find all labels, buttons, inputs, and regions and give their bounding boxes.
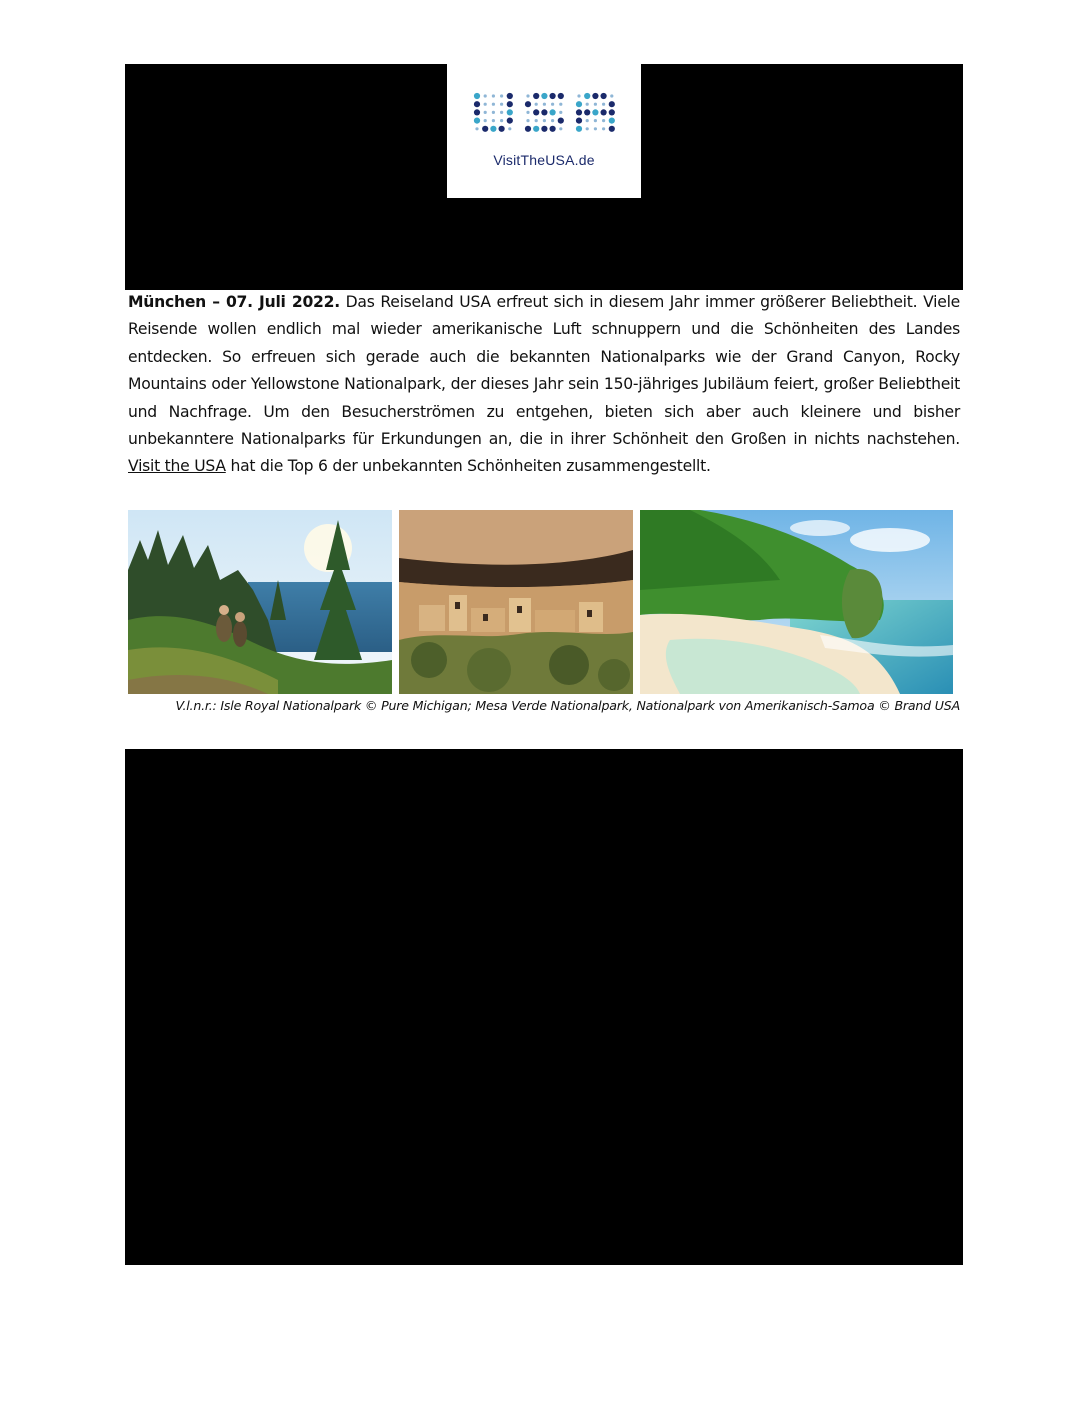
logo-dot (525, 126, 531, 132)
logo-dot (594, 119, 597, 122)
photo-mesa-verde (399, 510, 633, 694)
logo-dot (484, 103, 487, 106)
logo-dot (474, 93, 480, 99)
logo-dot (500, 103, 503, 106)
logo-dot (533, 109, 539, 115)
logo-dot (584, 109, 590, 115)
logo-dot (526, 119, 529, 122)
visittheusa-logo (447, 64, 641, 198)
photo-caption: V.l.n.r.: Isle Royal Nationalpark © Pure Michigan; Mesa Verde Nationalpark, Nationalpark von Amerikanisch-Samoa © Brand USA (175, 698, 960, 713)
logo-dot (576, 126, 582, 132)
logo-dot (474, 109, 480, 115)
logo-dot (541, 109, 547, 115)
logo-dot (610, 94, 613, 97)
logo-dot (525, 101, 531, 107)
logo-dot (609, 118, 615, 124)
logo-dot (499, 126, 505, 132)
logo-dot (507, 101, 513, 107)
logo-dot (507, 109, 513, 115)
logo-dot (484, 94, 487, 97)
logo-dot (576, 109, 582, 115)
logo-dot (551, 119, 554, 122)
logo-dot (601, 109, 607, 115)
logo-dot (474, 118, 480, 124)
photo-american-samoa (640, 510, 953, 694)
logo-dot (551, 103, 554, 106)
logo-dot (541, 126, 547, 132)
logo-dot (490, 126, 496, 132)
logo-dot (586, 103, 589, 106)
logo-dot (559, 127, 562, 130)
header-redaction-block (125, 64, 963, 290)
logo-dot (592, 109, 598, 115)
content-redaction-block (125, 749, 963, 1265)
logo-dot (535, 103, 538, 106)
logo-dot (594, 127, 597, 130)
logo-dot (535, 119, 538, 122)
logo-text: VisitTheUSA.de (493, 152, 595, 168)
logo-dot (586, 127, 589, 130)
logo-dot (586, 119, 589, 122)
logo-dot (602, 127, 605, 130)
dateline: München – 07. Juli 2022. (128, 293, 340, 311)
usa-dot-logo-graphic (447, 64, 641, 154)
logo-dot (526, 111, 529, 114)
logo-dot (584, 93, 590, 99)
logo-dot (492, 94, 495, 97)
logo-dot (500, 119, 503, 122)
logo-dot (543, 103, 546, 106)
logo-dot (609, 126, 615, 132)
logo-dot (601, 93, 607, 99)
logo-dot (507, 93, 513, 99)
logo-dot (500, 111, 503, 114)
intro-text: Das Reiseland USA erfreut sich in diesem Jahr immer größerer Beliebtheit. Viele Reisende wollen endlich mal wieder amerikanische Luft schnuppern und die Schönheiten des Landes entdecken. So erfreuen sich gerade auch die bekannten Nationalparks wie der Grand Canyon, Rocky Mountains oder Yellowstone Nationalpark, der dieses Jahr sein 150-jähriges Jubiläum feiert, großer Beliebtheit und Nachfrage. Um den Besucherströmen zu entgehen, bieten sich aber auch kleinere und bisher unbekanntere Nationalparks für Erkundungen an, die in ihrer Schönheit den Großen in nichts nachstehen. (128, 293, 960, 449)
logo-dot (559, 111, 562, 114)
logo-dot (541, 93, 547, 99)
logo-dot (482, 126, 488, 132)
logo-dot (492, 111, 495, 114)
logo-dot (533, 93, 539, 99)
logo-dot (602, 119, 605, 122)
intro-paragraph (128, 289, 960, 481)
photo-isle-royal (128, 510, 392, 694)
logo-dot (594, 103, 597, 106)
logo-dot (507, 118, 513, 124)
logo-dot (577, 94, 580, 97)
visit-the-usa-link[interactable]: Visit the USA (128, 457, 226, 476)
logo-dot (559, 103, 562, 106)
logo-dot (550, 109, 556, 115)
logo-dot (508, 127, 511, 130)
logo-dot (484, 119, 487, 122)
logo-dot (526, 94, 529, 97)
logo-dot (550, 126, 556, 132)
logo-dot (543, 119, 546, 122)
logo-dot (576, 101, 582, 107)
logo-dot (592, 93, 598, 99)
logo-dot (609, 109, 615, 115)
intro-text-end: hat die Top 6 der unbekannten Schönheiten zusammengestellt. (225, 457, 711, 476)
logo-dot (492, 119, 495, 122)
logo-dot (550, 93, 556, 99)
logo-dot (484, 111, 487, 114)
logo-dot (475, 127, 478, 130)
logo-dot (609, 101, 615, 107)
logo-dot (474, 101, 480, 107)
logo-dot (492, 103, 495, 106)
logo-dot (558, 93, 564, 99)
logo-dot (500, 94, 503, 97)
logo-dot (558, 118, 564, 124)
logo-dot (602, 103, 605, 106)
logo-dot (533, 126, 539, 132)
logo-dot (576, 118, 582, 124)
